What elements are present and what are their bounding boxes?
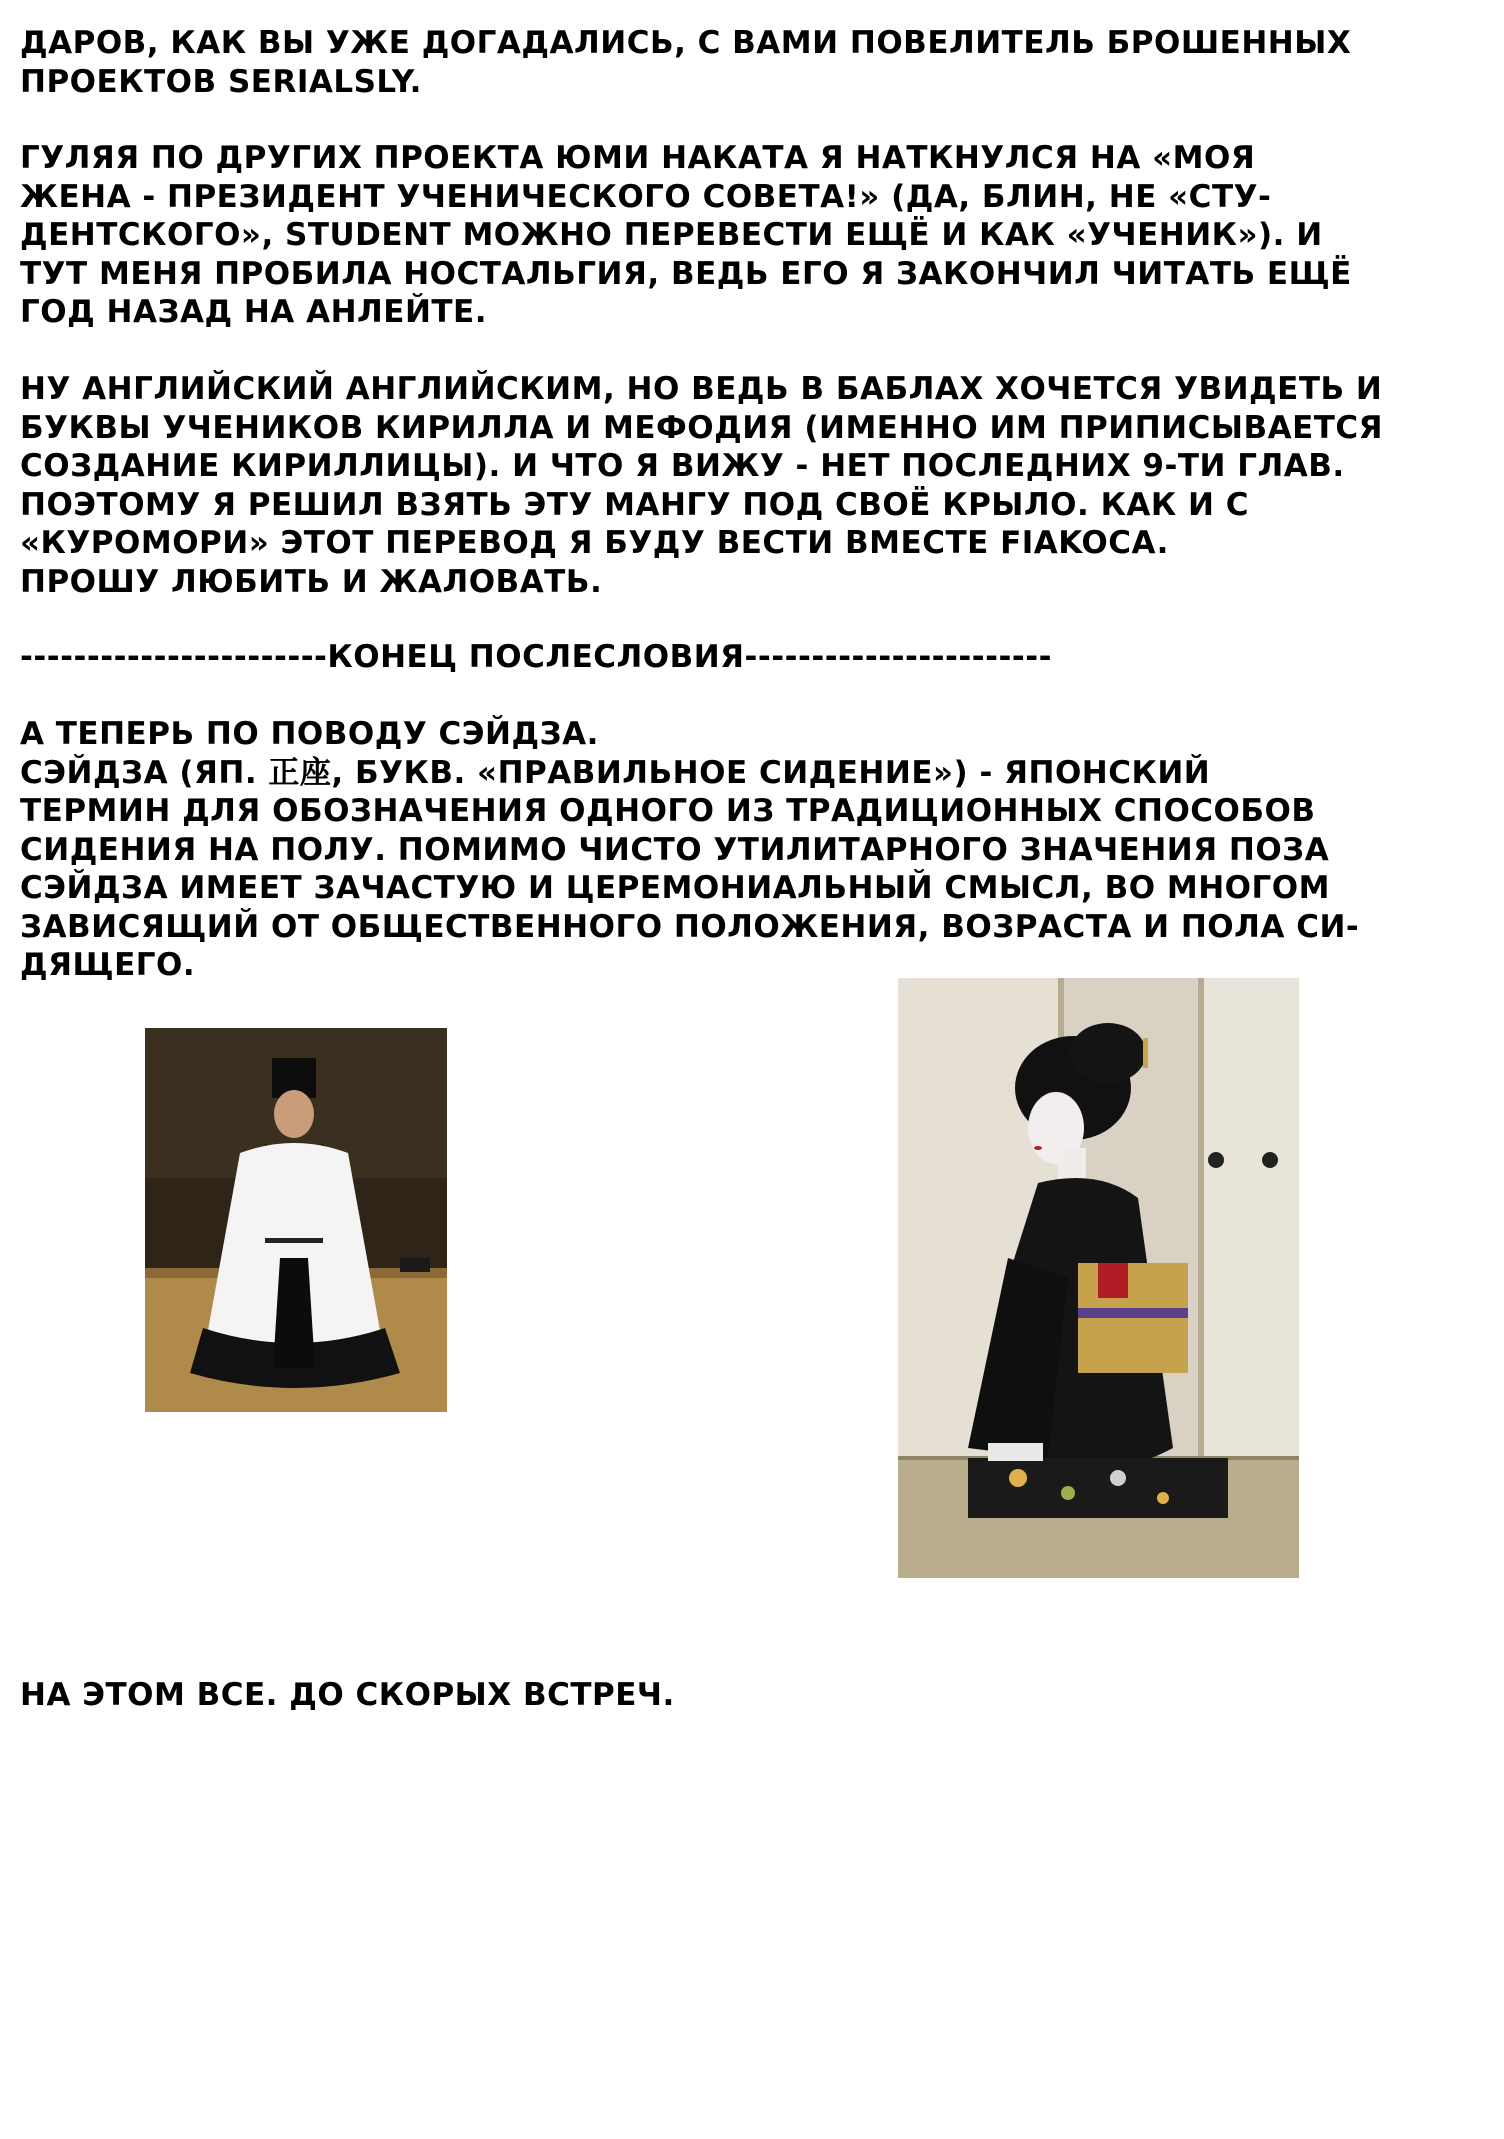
intro-paragraph: ДАРОВ, КАК ВЫ УЖЕ ДОГАДАЛИСЬ, С ВАМИ ПОВЕЛИТЕЛЬ БРОШЕННЫХ ПРОЕКТОВ SERIALSLY.	[20, 25, 1352, 100]
project-paragraph: ГУЛЯЯ ПО ДРУГИХ ПРОЕКТА ЮМИ НАКАТА Я НАТКНУЛСЯ НА «МОЯ ЖЕНА - ПРЕЗИДЕНТ УЧЕНИЧЕСКОГО СОВЕТА!» (ДА, БЛИН, НЕ «СТУ- ДЕНТСКОГО», STUDENT МОЖНО ПЕРЕВЕСТИ ЕЩЁ И КАК «УЧЕНИК»). И ТУТ МЕНЯ ПРОБИЛА НОСТАЛЬГИЯ, ВЕДЬ ЕГО Я ЗАКОНЧИЛ ЧИТАТЬ ЕЩЁ ГОД НАЗАД НА АНЛЕЙТЕ.	[20, 140, 1352, 330]
afterword-divider: -----------------------КОНЕЦ ПОСЛЕСЛОВИЯ-----------------------	[20, 639, 1052, 675]
translation-paragraph: НУ АНГЛИЙСКИЙ АНГЛИЙСКИМ, НО ВЕДЬ В БАБЛАХ ХОЧЕТСЯ УВИДЕТЬ И БУКВЫ УЧЕНИКОВ КИРИЛЛА И МЕФОДИЯ (ИМЕННО ИМ ПРИПИСЫВАЕТСЯ СОЗДАНИЕ КИРИЛЛИЦЫ). И ЧТО Я ВИЖУ - НЕТ ПОСЛЕДНИХ 9-ТИ ГЛАВ. ПОЭТОМУ Я РЕШИЛ ВЗЯТЬ ЭТУ МАНГУ ПОД СВОЁ КРЫЛО. КАК И С «КУРОМОРИ» ЭТОТ ПЕРЕВОД Я БУДУ ВЕСТИ ВМЕСТЕ FIAKOCA. ПРОШУ ЛЮБИТЬ И ЖАЛОВАТЬ.	[20, 371, 1384, 600]
closing-line: НА ЭТОМ ВСЕ. ДО СКОРЫХ ВСТРЕЧ.	[20, 1677, 675, 1713]
seiza-geisha-photo	[898, 978, 1299, 1578]
seiza-paragraph: А ТЕПЕРЬ ПО ПОВОДУ СЭЙДЗА. СЭЙДЗА (ЯП. 正座, БУКВ. «ПРАВИЛЬНОЕ СИДЕНИЕ») - ЯПОНСКИЙ ТЕРМИН ДЛЯ ОБОЗНАЧЕНИЯ ОДНОГО ИЗ ТРАДИЦИОННЫХ СПОСОБОВ СИДЕНИЯ НА ПОЛУ. ПОМИМО ЧИСТО УТИЛИТАРНОГО ЗНАЧЕНИЯ ПОЗА СЭЙДЗА ИМЕЕТ ЗАЧАСТУЮ И ЦЕРЕМОНИАЛЬНЫЙ СМЫСЛ, ВО МНОГОМ ЗАВИСЯЩИЙ ОТ ОБЩЕСТВЕННОГО ПОЛОЖЕНИЯ, ВОЗРАСТА И ПОЛА СИ- ДЯЩЕГО.	[20, 716, 1360, 983]
seiza-man-photo	[145, 1028, 447, 1412]
